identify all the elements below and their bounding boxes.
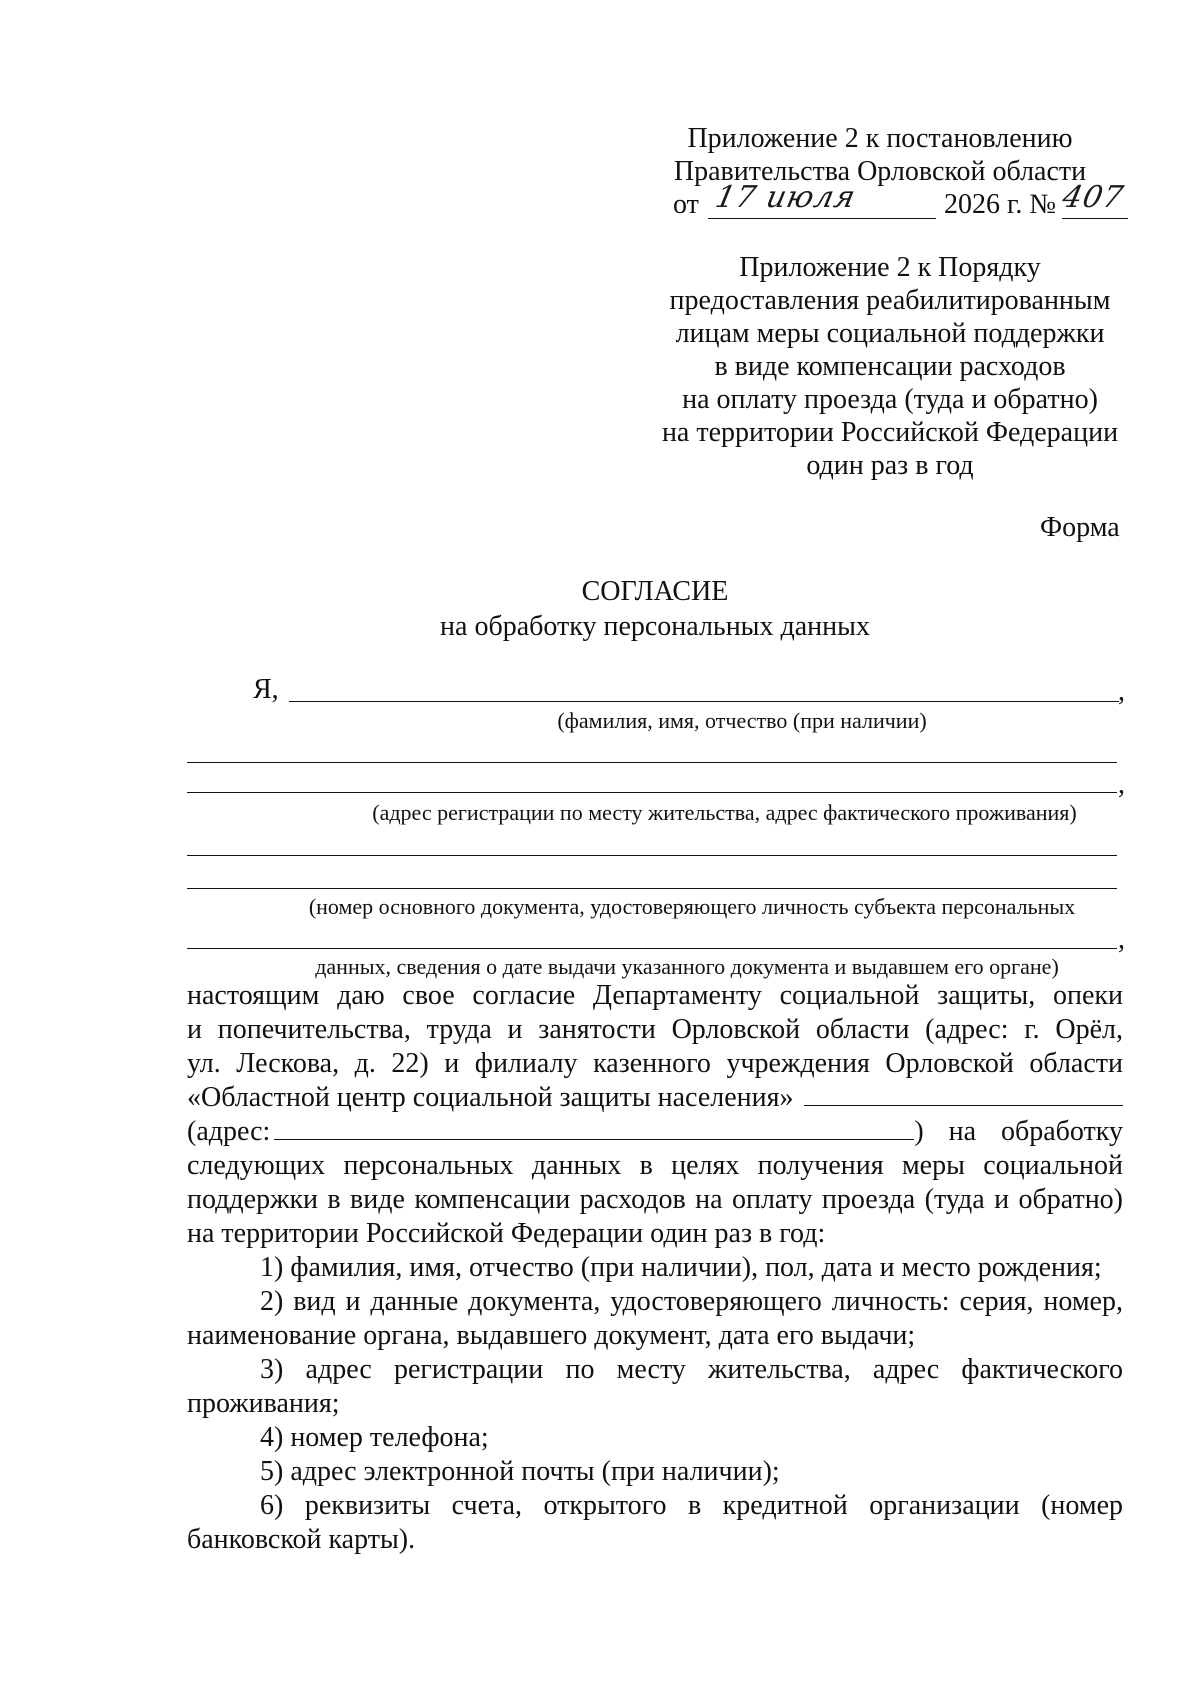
order-annex-line: Приложение 2 к Порядку	[739, 252, 1041, 283]
center-name: «Областной центр социальной защиты населения»	[187, 1082, 794, 1113]
document-field-line-3[interactable]	[187, 948, 1117, 949]
item-2: 2) вид и данные документа, удостоверяющего личность: серия, номер,	[260, 1286, 1123, 1317]
order-annex-line: предоставления реабилитированным	[669, 285, 1111, 316]
comma: ,	[1118, 769, 1125, 800]
address-field-line-2[interactable]	[187, 792, 1117, 793]
item-1: 1) фамилия, имя, отчество (при наличии), пол, дата и место рождения;	[260, 1252, 1102, 1283]
body-line: и попечительства, труда и занятости Орловской области (адрес: г. Орёл,	[187, 1014, 1123, 1045]
year-number-label: 2026 г. №	[944, 189, 1057, 220]
body-line-center	[187, 1081, 1123, 1115]
document-hint-1: (номер основного документа, удостоверяющего личность субъекта персональных	[308, 894, 1076, 919]
number-underline	[1062, 218, 1128, 219]
order-annex-line: в виде компенсации расходов	[714, 351, 1066, 382]
form-label: Форма	[1040, 512, 1120, 543]
body-line: поддержки в виде компенсации расходов на оплату проезда (туда и обратно)	[187, 1184, 1123, 1215]
fio-hint: (фамилия, имя, отчество (при наличии)	[557, 708, 927, 733]
handwritten-date: 17 июля	[712, 180, 860, 215]
comma: ,	[1118, 924, 1125, 955]
item-3: 3) адрес регистрации по месту жительства, адрес фактического	[260, 1354, 1123, 1385]
center-address-field[interactable]	[274, 1115, 914, 1140]
document-title: СОГЛАСИЕ	[581, 576, 729, 607]
order-annex-line: лицам меры социальной поддержки	[675, 318, 1105, 349]
document-subtitle: на обработку персональных данных	[440, 611, 870, 642]
document-hint-2: данных, сведения о дате выдачи указанного документа и выдавшем его органе)	[315, 954, 1059, 979]
body-line: на территории Российской Федерации один раз в год:	[187, 1218, 826, 1249]
date-underline	[708, 218, 936, 219]
body-line-address	[187, 1115, 1123, 1149]
item-6: 6) реквизиты счета, открытого в кредитной организации (номер	[260, 1490, 1123, 1521]
fio-field[interactable]	[289, 701, 1119, 702]
document-field-line-1[interactable]	[187, 855, 1117, 856]
body-line: настоящим даю свое согласие Департаменту социальной защиты, опеки	[187, 980, 1123, 1011]
order-annex-line: на оплату проезда (туда и обратно)	[682, 384, 1098, 415]
address-field-line-1[interactable]	[187, 762, 1117, 763]
order-annex-line: один раз в год	[806, 450, 974, 481]
comma: ,	[1118, 676, 1125, 707]
address-open: (адрес:	[187, 1116, 271, 1147]
handwritten-number: 407	[1059, 180, 1127, 215]
body-line: следующих персональных данных в целях получения меры социальной	[187, 1150, 1123, 1181]
annex-line-2: Правительства Орловской области	[673, 156, 1087, 187]
body-line: ул. Лескова, д. 22) и филиалу казенного учреждения Орловской области	[187, 1048, 1123, 1079]
annex-line-1: Приложение 2 к постановлению	[687, 123, 1073, 154]
item-4: 4) номер телефона;	[260, 1422, 489, 1453]
ya-label: Я,	[253, 674, 279, 705]
item-5: 5) адрес электронной почты (при наличии);	[260, 1456, 780, 1487]
item-2-cont: наименование органа, выдавшего документ, дата его выдачи;	[187, 1320, 916, 1351]
order-annex-line: на территории Российской Федерации	[661, 417, 1119, 448]
document-field-line-2[interactable]	[187, 888, 1117, 889]
address-hint: (адрес регистрации по месту жительства, адрес фактического проживания)	[372, 800, 1077, 825]
item-6-cont: банковской карты).	[187, 1524, 416, 1555]
center-field[interactable]	[804, 1081, 1124, 1106]
item-3-cont: проживания;	[187, 1388, 340, 1419]
from-prefix: от	[673, 189, 699, 220]
address-close: ) на обработку	[914, 1116, 1123, 1147]
